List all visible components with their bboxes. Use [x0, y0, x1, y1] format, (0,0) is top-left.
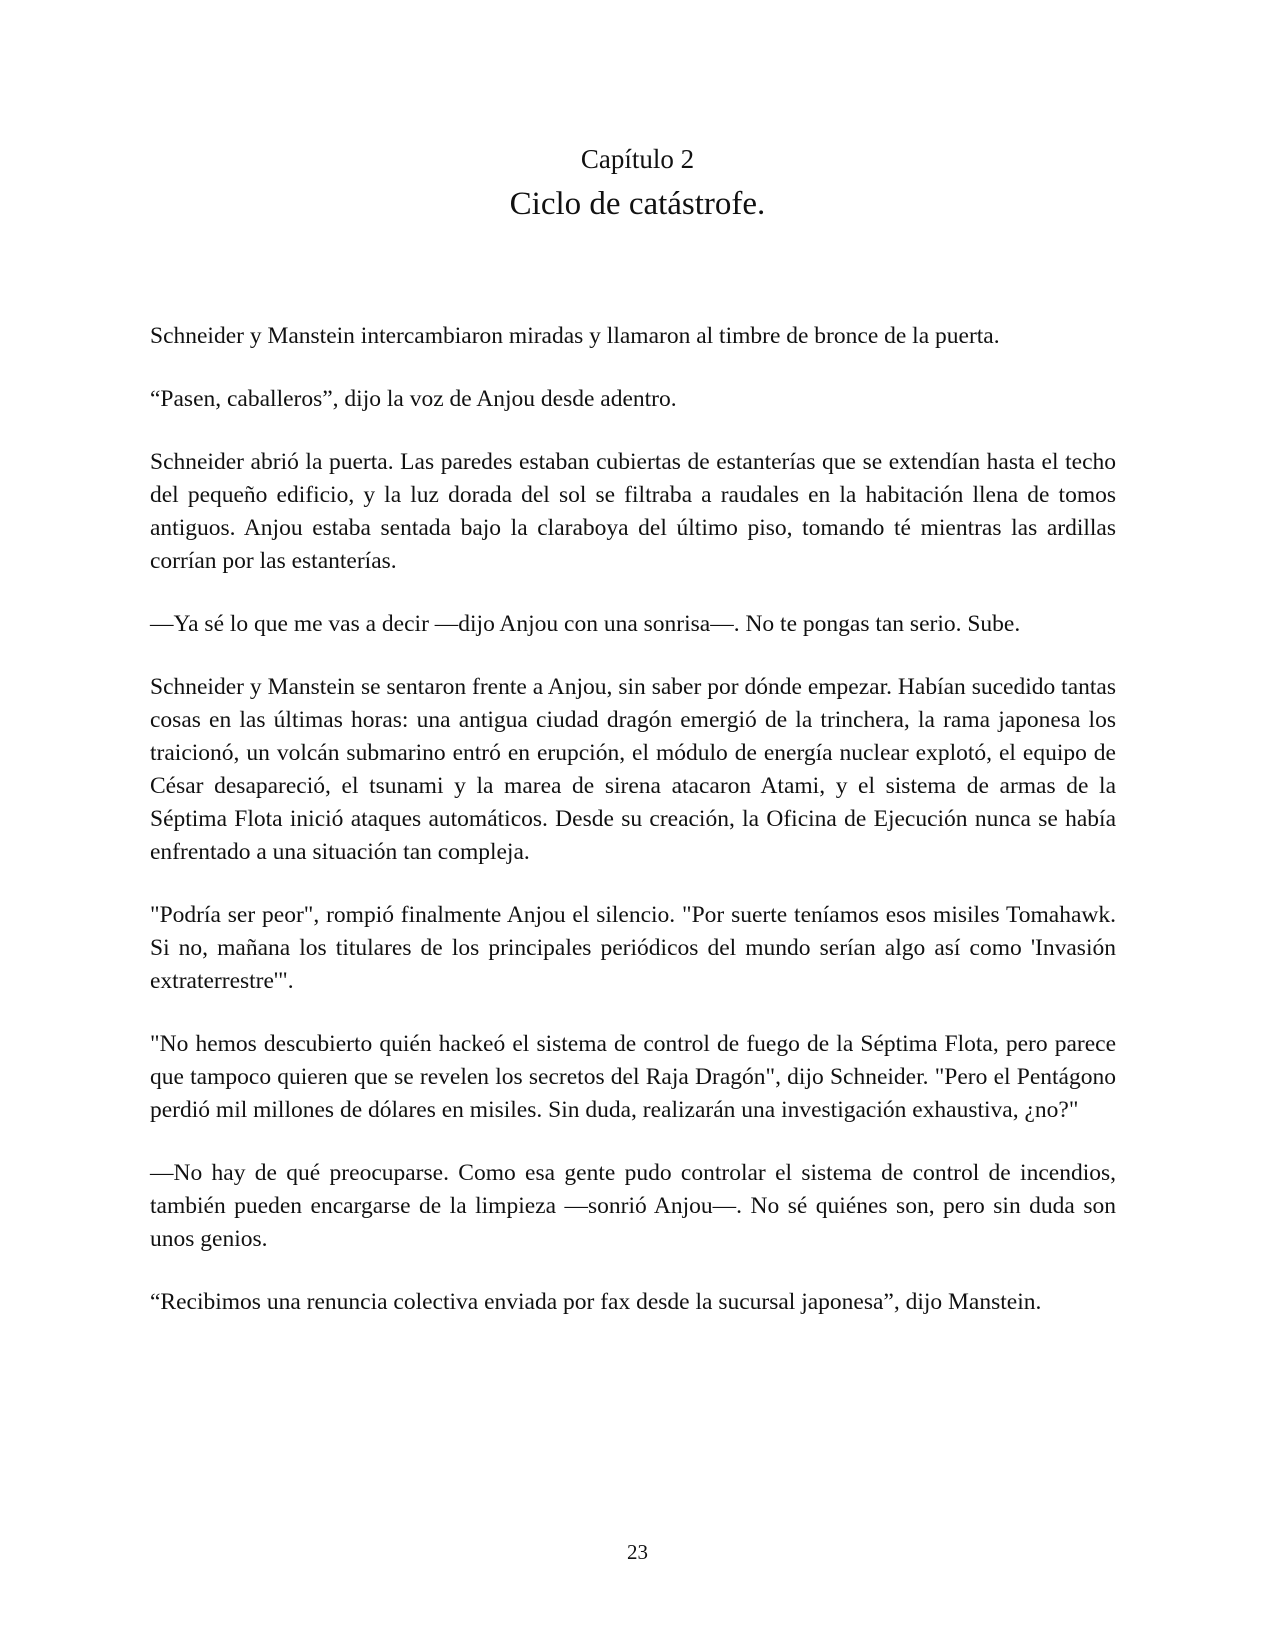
chapter-title: Ciclo de catástrofe. [509, 186, 766, 222]
page-number: 23 [627, 1540, 648, 1564]
paragraph: “Recibimos una renuncia colectiva enviada por fax desde la sucursal japonesa”, dijo Manstein. [150, 1289, 1042, 1315]
paragraph: Schneider abrió la puerta. Las paredes estaban cubiertas de estanterías que se extendían hasta el techo del pequeño edificio, y la luz dorada del sol se filtraba a raudales en la habitación llena de tomos antiguos. Anjou estaba sentada bajo la claraboya del último piso, tomando té mientras las ardillas corrían por las estanterías. [150, 449, 1116, 574]
paragraph: —Ya sé lo que me vas a decir —dijo Anjou con una sonrisa—. No te pongas tan serio. Sube. [150, 611, 1021, 637]
paragraph: —No hay de qué preocuparse. Como esa gente pudo controlar el sistema de control de incendios, también pueden encargarse de la limpieza —sonrió Anjou—. No sé quiénes son, pero sin duda son unos genios. [150, 1160, 1116, 1252]
paragraph: "Podría ser peor", rompió finalmente Anjou el silencio. "Por suerte teníamos esos misiles Tomahawk. Si no, mañana los titulares de los principales periódicos del mundo serían algo así como 'Invasión extraterrestre'". [150, 902, 1116, 994]
paragraph: “Pasen, caballeros”, dijo la voz de Anjou desde adentro. [150, 386, 677, 412]
body-text [150, 320, 1116, 1349]
chapter-header [0, 140, 1275, 226]
paragraph: Schneider y Manstein se sentaron frente a Anjou, sin saber por dónde empezar. Habían sucedido tantas cosas en las últimas horas: una antigua ciudad dragón emergió de la trinchera, la rama japonesa los traicionó, un volcán submarino entró en erupción, el módulo de energía nuclear explotó, el equipo de César desapareció, el tsunami y la marea de sirena atacaron Atami, y el sistema de armas de la Séptima Flota inició ataques automáticos. Desde su creación, la Oficina de Ejecución nunca se había enfrentado a una situación tan compleja. [150, 674, 1116, 865]
paragraph: "No hemos descubierto quién hackeó el sistema de control de fuego de la Séptima Flota, pero parece que tampoco quieren que se revelen los secretos del Raja Dragón", dijo Schneider. "Pero el Pentágono perdió mil millones de dólares en misiles. Sin duda, realizarán una investigación exhaustiva, ¿no?" [150, 1031, 1116, 1123]
chapter-number: Capítulo 2 [580, 144, 695, 174]
paragraph: Schneider y Manstein intercambiaron miradas y llamaron al timbre de bronce de la puerta. [150, 323, 1000, 349]
